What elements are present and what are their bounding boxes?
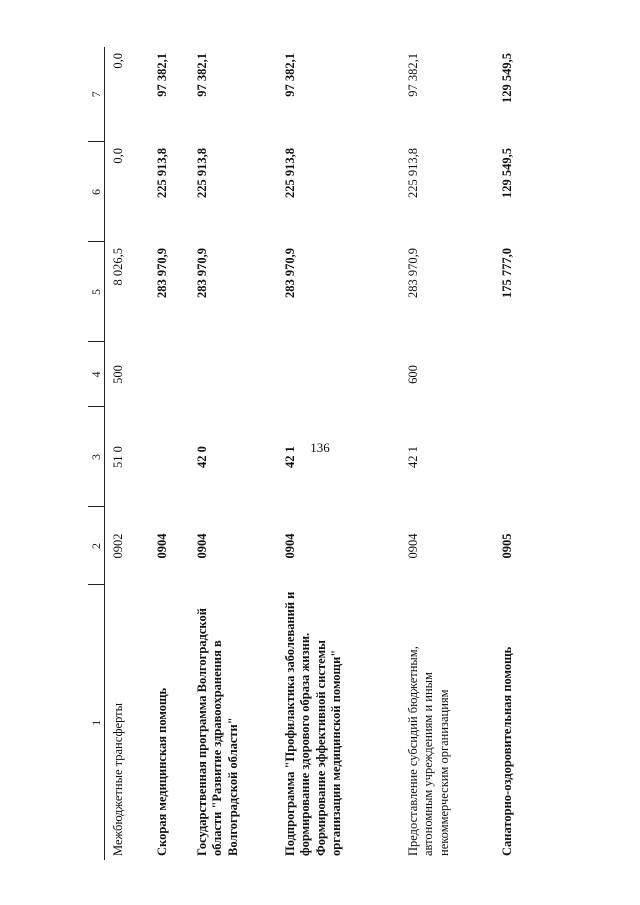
section-code: 0904 <box>405 533 420 559</box>
expense-type <box>494 342 544 407</box>
amount-col-7: 97 382,1 <box>194 53 209 97</box>
amount-col-5: 283 970,9 <box>194 248 209 298</box>
section-code: 0902 <box>111 533 125 559</box>
amount-col-7: 97 382,1 <box>405 53 420 97</box>
header-col-1: 1 <box>88 585 105 860</box>
expense-type <box>189 342 277 407</box>
table-row <box>277 47 400 860</box>
target-article: 42 1 <box>282 446 297 468</box>
table-row <box>189 47 277 860</box>
table-row <box>105 47 149 860</box>
column-number-header <box>88 47 105 860</box>
section-code: 0904 <box>154 533 169 559</box>
table-row <box>494 47 544 860</box>
amount-col-6: 129 549,5 <box>499 148 514 198</box>
amount-col-5: 283 970,9 <box>282 248 297 298</box>
expense-type: 500 <box>111 365 125 384</box>
expense-type <box>277 342 400 407</box>
row-name: Государственная программа Волгоградской области "Развитие здравоохранения в Волгоградской области" <box>194 608 240 856</box>
row-name: Скорая медицинская помощь <box>154 687 169 856</box>
section-code: 0905 <box>499 533 514 559</box>
target-article: 42 1 <box>405 446 420 468</box>
header-col-5: 5 <box>88 242 105 342</box>
amount-col-6: 225 913,8 <box>282 148 297 198</box>
row-name: Санаторно-оздоровительная помощь <box>499 646 514 856</box>
amount-col-6: 225 913,8 <box>194 148 209 198</box>
amount-col-5: 283 970,9 <box>405 248 420 298</box>
amount-col-5: 175 777,0 <box>499 248 514 298</box>
header-col-4: 4 <box>88 342 105 407</box>
amount-col-6: 225 913,8 <box>405 148 420 198</box>
expense-type <box>149 342 189 407</box>
header-col-2: 2 <box>88 507 105 585</box>
section-code: 0904 <box>194 533 209 559</box>
amount-col-5: 8 026,5 <box>111 248 125 286</box>
target-article: 51 0 <box>111 446 125 468</box>
amount-col-7: 97 382,1 <box>154 53 169 97</box>
header-col-3: 3 <box>88 407 105 507</box>
amount-col-6: 225 913,8 <box>154 148 169 198</box>
row-name: Межбюджетные трансферты <box>111 702 125 856</box>
row-name: Предоставление субсидий бюджетным, автономным учреждениям и иным некоммерческим организациям <box>405 646 451 856</box>
section-code: 0904 <box>282 533 297 559</box>
amount-col-7: 129 549,5 <box>499 53 514 103</box>
target-article <box>149 407 189 507</box>
target-article: 42 0 <box>194 446 209 468</box>
header-col-6: 6 <box>88 142 105 242</box>
amount-col-7: 0,0 <box>111 53 125 69</box>
target-article <box>494 407 544 507</box>
rotated-table-container <box>88 47 548 860</box>
budget-table <box>88 47 544 860</box>
table-row <box>149 47 189 860</box>
amount-col-6: 0,0 <box>111 148 125 164</box>
page-number: 136 <box>310 440 330 455</box>
expense-type: 600 <box>405 365 420 384</box>
table-row <box>400 47 494 860</box>
header-col-7: 7 <box>88 47 105 142</box>
row-name: Подпрограмма "Профилактика заболеваний и формирование здорового образа жизни. Формирование эффективной системы организации медицинской помощи" <box>282 591 344 856</box>
amount-col-7: 97 382,1 <box>282 53 297 97</box>
amount-col-5: 283 970,9 <box>154 248 169 298</box>
